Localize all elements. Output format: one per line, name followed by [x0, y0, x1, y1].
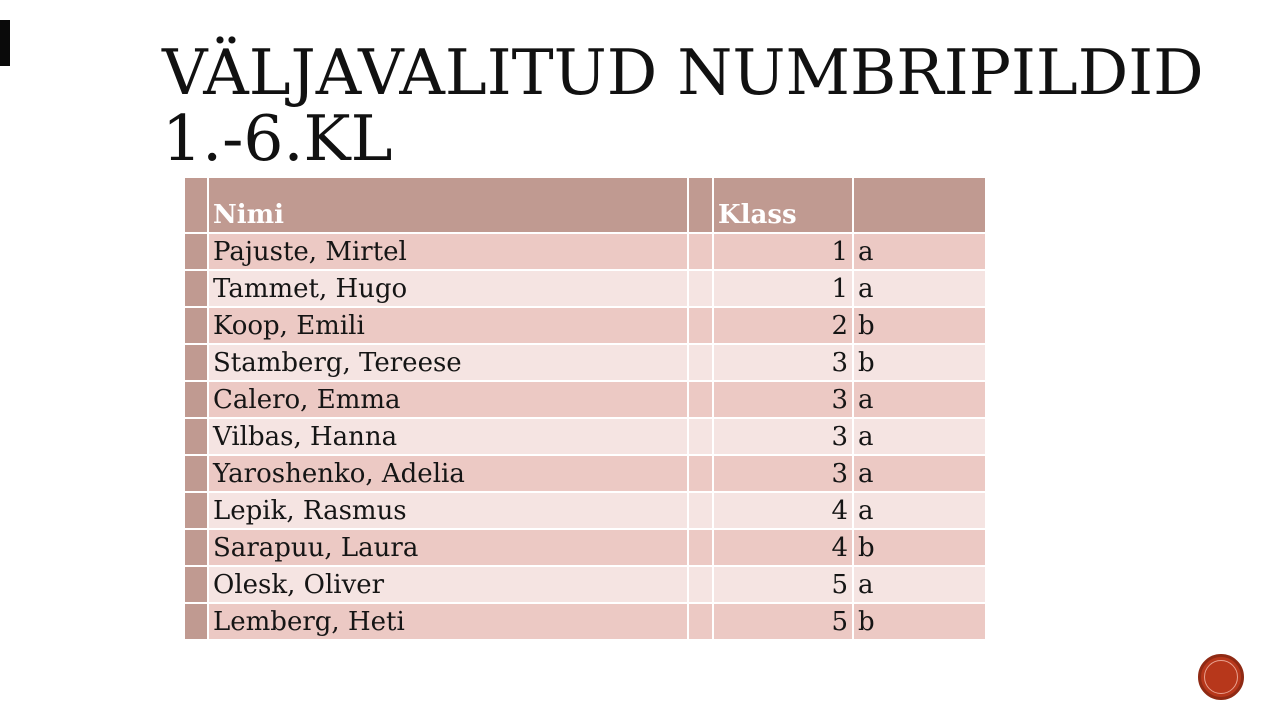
- student-name: Pajuste, Mirtel: [208, 233, 688, 270]
- grade-letter: b: [853, 344, 986, 381]
- table-row: [184, 381, 986, 418]
- student-name: Yaroshenko, Adelia: [208, 455, 688, 492]
- grade-number: 5: [713, 566, 853, 603]
- spacer-cell: [688, 233, 713, 270]
- spacer-cell: [688, 455, 713, 492]
- header-blank-cell: [184, 177, 208, 233]
- slide-title: VÄLJAVALITUD NUMBRIPILDID 1.-6.KL: [162, 36, 1204, 175]
- spacer-cell: [688, 529, 713, 566]
- title-accent-bar: [0, 20, 10, 66]
- student-name: Lemberg, Heti: [208, 603, 688, 640]
- spacer-cell: [688, 381, 713, 418]
- grade-letter: a: [853, 455, 986, 492]
- grade-number: 1: [713, 233, 853, 270]
- table-header-row: [184, 177, 986, 233]
- table-row: [184, 492, 986, 529]
- row-marker-cell: [184, 455, 208, 492]
- grade-number: 3: [713, 344, 853, 381]
- grade-letter: b: [853, 529, 986, 566]
- row-marker-cell: [184, 344, 208, 381]
- row-marker-cell: [184, 492, 208, 529]
- row-marker-cell: [184, 566, 208, 603]
- table-row: [184, 418, 986, 455]
- spacer-cell: [688, 344, 713, 381]
- row-marker-cell: [184, 233, 208, 270]
- table-row: [184, 344, 986, 381]
- grade-number: 3: [713, 381, 853, 418]
- student-name: Sarapuu, Laura: [208, 529, 688, 566]
- grade-letter: a: [853, 492, 986, 529]
- spacer-cell: [688, 603, 713, 640]
- student-name: Koop, Emili: [208, 307, 688, 344]
- spacer-cell: [688, 270, 713, 307]
- grade-number: 3: [713, 455, 853, 492]
- grade-letter: b: [853, 603, 986, 640]
- grade-number: 4: [713, 492, 853, 529]
- spacer-cell: [688, 566, 713, 603]
- student-name: Calero, Emma: [208, 381, 688, 418]
- table-row: [184, 455, 986, 492]
- grade-number: 2: [713, 307, 853, 344]
- grade-letter: a: [853, 566, 986, 603]
- header-class: Klass: [713, 177, 853, 233]
- header-blank-cell: [853, 177, 986, 233]
- spacer-cell: [688, 418, 713, 455]
- grade-letter: b: [853, 307, 986, 344]
- grade-number: 4: [713, 529, 853, 566]
- row-marker-cell: [184, 603, 208, 640]
- grade-number: 5: [713, 603, 853, 640]
- circle-logo-icon: [1198, 654, 1244, 700]
- table-body: [184, 233, 986, 640]
- row-marker-cell: [184, 529, 208, 566]
- table-row: [184, 307, 986, 344]
- grade-letter: a: [853, 233, 986, 270]
- students-table: [183, 176, 987, 641]
- grade-letter: a: [853, 270, 986, 307]
- row-marker-cell: [184, 270, 208, 307]
- student-name: Lepik, Rasmus: [208, 492, 688, 529]
- table-row: [184, 603, 986, 640]
- student-name: Stamberg, Tereese: [208, 344, 688, 381]
- table-row: [184, 529, 986, 566]
- grade-number: 3: [713, 418, 853, 455]
- student-name: Tammet, Hugo: [208, 270, 688, 307]
- student-name: Vilbas, Hanna: [208, 418, 688, 455]
- student-name: Olesk, Oliver: [208, 566, 688, 603]
- row-marker-cell: [184, 307, 208, 344]
- table-row: [184, 233, 986, 270]
- grade-letter: a: [853, 418, 986, 455]
- spacer-cell: [688, 492, 713, 529]
- header-blank-cell: [688, 177, 713, 233]
- header-name: Nimi: [208, 177, 688, 233]
- grade-number: 1: [713, 270, 853, 307]
- row-marker-cell: [184, 418, 208, 455]
- spacer-cell: [688, 307, 713, 344]
- grade-letter: a: [853, 381, 986, 418]
- row-marker-cell: [184, 381, 208, 418]
- table-row: [184, 566, 986, 603]
- table-row: [184, 270, 986, 307]
